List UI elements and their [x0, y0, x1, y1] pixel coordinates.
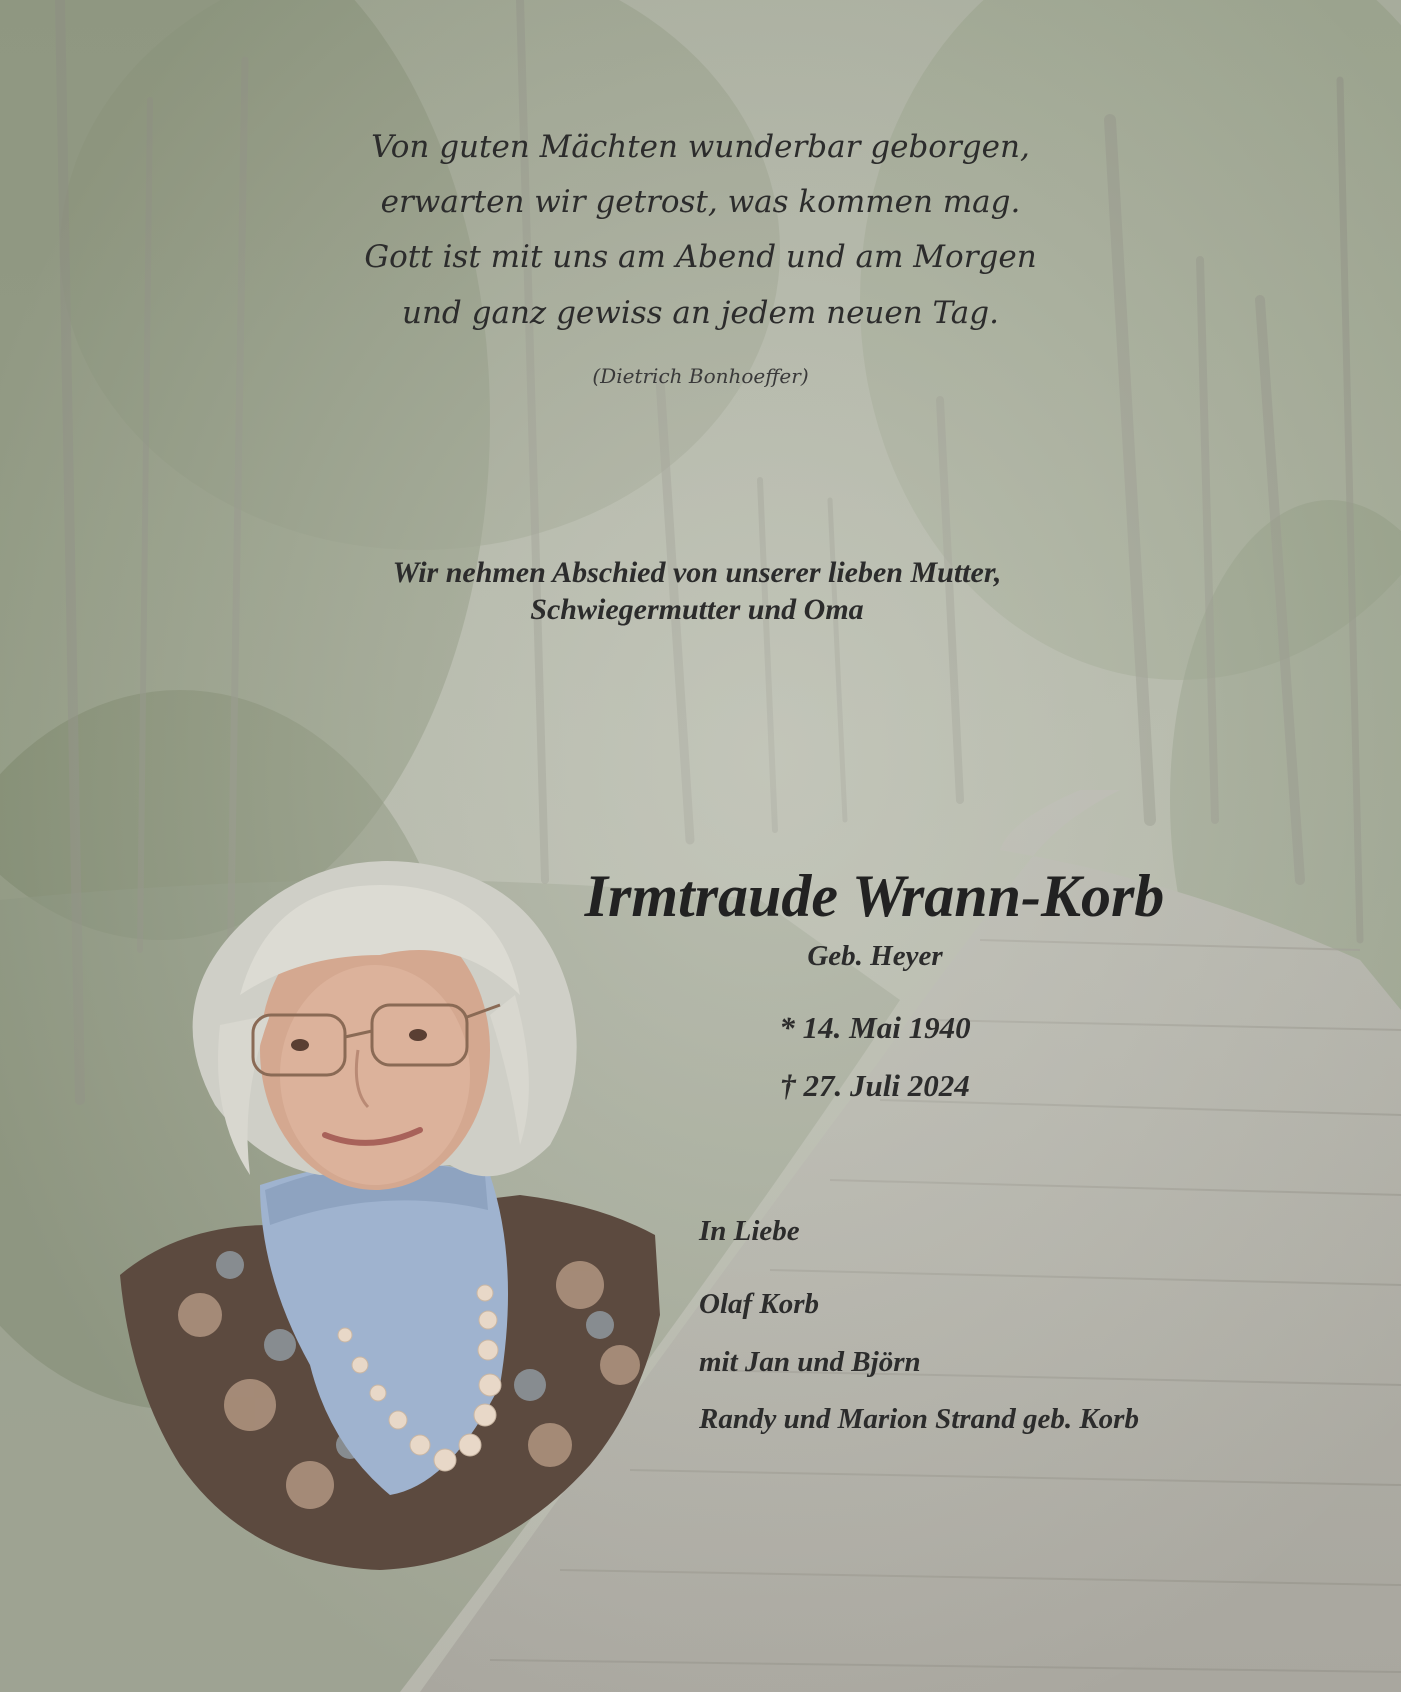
death-date: † 27. Juli 2024: [780, 1068, 970, 1103]
deceased-name: Irmtraude Wrann-Korb: [584, 863, 1165, 929]
mourners-intro: In Liebe: [699, 1215, 800, 1247]
farewell-line-2: Schwiegermutter und Oma: [530, 593, 864, 626]
mourner-line-3: Randy und Marion Strand geb. Korb: [699, 1403, 1139, 1435]
birth-date: * 14. Mai 1940: [779, 1010, 971, 1045]
maiden-name: Geb. Heyer: [807, 940, 943, 972]
portrait-photo: [120, 845, 665, 1575]
verse-author: (Dietrich Bonhoeffer): [592, 364, 809, 388]
mourner-line-1: Olaf Korb: [699, 1288, 820, 1320]
verse-line-1: Von guten Mächten wunderbar geborgen,: [371, 129, 1030, 165]
verse-line-3: Gott ist mit uns am Abend und am Morgen: [364, 239, 1037, 275]
verse-line-2: erwarten wir getrost, was kommen mag.: [380, 184, 1021, 220]
farewell-line-1: Wir nehmen Abschied von unserer lieben Mutter,: [392, 556, 1002, 589]
mourner-line-2: mit Jan und Björn: [699, 1346, 921, 1378]
verse-line-4: und ganz gewiss an jedem neuen Tag.: [401, 295, 999, 331]
